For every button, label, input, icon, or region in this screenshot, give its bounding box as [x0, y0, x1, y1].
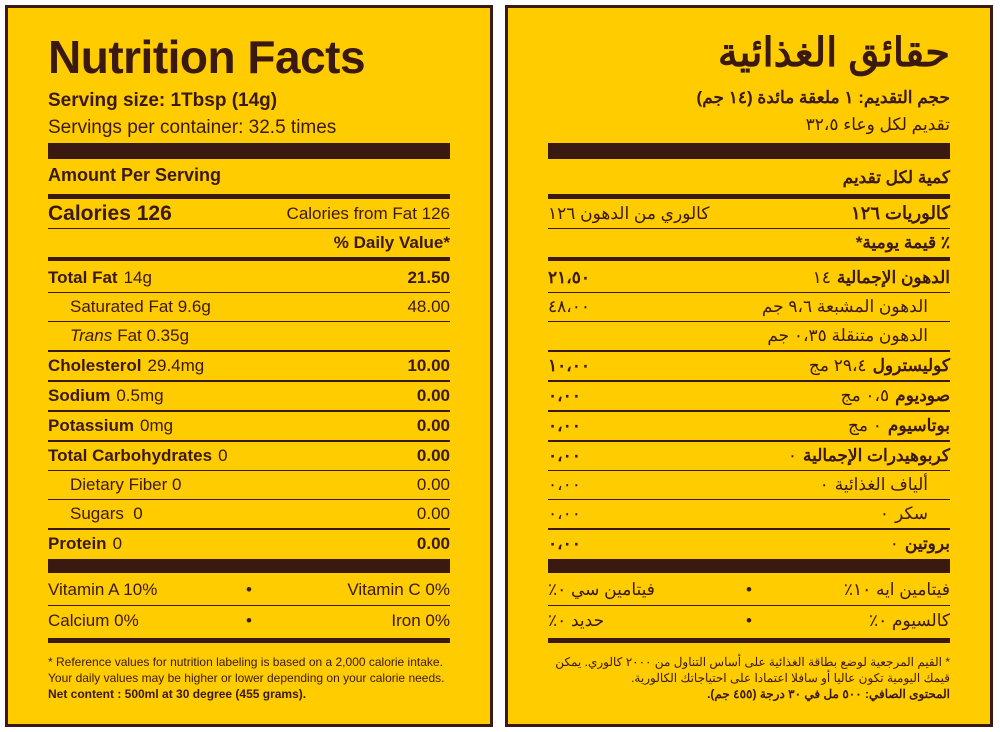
footnote-text: * Reference values for nutrition labeling is based on a 2,000 calorie intake. Your daily values may be higher or lower depending on your calorie needs. [48, 655, 445, 685]
footnote [548, 654, 950, 702]
nutrient-dv: 0.00 [416, 533, 450, 553]
english-nutrition-panel [5, 5, 493, 727]
nutrient-dv: ٠،٠٠ [548, 415, 581, 435]
nutrient-dv: ٢١،٥٠ [548, 267, 591, 287]
nutrient-name: صوديوم [895, 385, 950, 405]
nutrient-name: كوليسترول [872, 355, 950, 375]
nutrient-dv: ٠،٠٠ [548, 445, 581, 465]
nutrient-dv: ١٠،٠٠ [548, 355, 591, 375]
calories-from-fat: Calories from Fat 126 [286, 203, 450, 223]
nutrient-name: Total Fat [48, 267, 118, 287]
nutrient-row-trans-fat [48, 321, 450, 350]
nutrient-amount: ٠ مج [847, 415, 882, 435]
panel-title: حقائق الغذائية [717, 31, 950, 75]
nutrient-name: الدهون متنقلة ٠،٣٥ جم [767, 325, 928, 345]
nutrient-row-sugars [48, 499, 450, 528]
nutrient-amount: 0 [112, 533, 123, 553]
daily-value-header [48, 228, 450, 257]
nutrient-dv: ٠،٠٠ [548, 474, 581, 494]
calories: Calories 126 [48, 201, 172, 225]
nutrient-row-sodium [548, 381, 950, 410]
nutrient-name: Saturated Fat 9.6g [70, 296, 211, 316]
nutrient-name: Protein [48, 533, 107, 553]
nutrient-amount: 0 [218, 445, 228, 465]
nutrient-name: Dietary Fiber 0 [70, 474, 182, 494]
nutrient-dv: 0.00 [416, 474, 450, 494]
calories: كالوريات ١٢٦ [851, 203, 950, 223]
calories-from-fat: كالوري من الدهون ١٢٦ [548, 203, 710, 223]
minerals-row [548, 605, 950, 637]
nutrient-amount: ٠ [787, 445, 797, 465]
nutrient-amount: ٢٩،٤ مج [808, 355, 867, 375]
vitamins-row [48, 574, 450, 606]
thick-divider [548, 143, 950, 159]
nutrient-dv: ٠،٠٠ [548, 503, 581, 523]
medium-divider [548, 257, 950, 261]
nutrient-row-carbohydrates [48, 441, 450, 470]
nutrient-dv: 48.00 [407, 296, 450, 316]
nutrient-dv: 21.50 [407, 267, 450, 287]
thick-divider [548, 559, 950, 573]
nutrient-name: ألياف الغذائية [834, 474, 928, 494]
nutrient-dv: 0.00 [416, 385, 450, 405]
nutrient-row-protein [48, 529, 450, 558]
thick-divider [48, 559, 450, 573]
nutrient-name: الدهون الإجمالية [836, 267, 950, 287]
nutrient-dv: ٤٨،٠٠ [548, 296, 591, 316]
nutrient-name: Sodium [48, 385, 111, 405]
bullet: • [746, 611, 752, 630]
footnote-text: * القيم المرجعية لوضع بطاقة الغذائية على أساس التناول من ٢٠٠٠ كالوري. يمكن قيمك اليومية تكون عاليا أو سافلا اعتمادا على احتياجاتك الكالورية. [555, 655, 950, 685]
nutrient-row-sodium [48, 381, 450, 410]
daily-value-header [548, 228, 950, 257]
nutrient-dv: 0.00 [416, 415, 450, 435]
nutrient-amount: 0mg [139, 415, 174, 435]
nutrient-dv: ٠،٠٠ [548, 385, 581, 405]
vitamin-c: فيتامين سي ٠٪ [548, 580, 655, 599]
nutrient-name: Total Carbohydrates [48, 445, 213, 465]
daily-value-label: % Daily Value* [333, 232, 450, 252]
net-content: المحتوى الصافي: ٥٠٠ مل في ٣٠ درجة (٤٥٥ جم). [707, 687, 950, 701]
serving-size: حجم التقديم: ١ ملعقة مائدة (١٤ جم) [696, 88, 950, 107]
bullet: • [246, 580, 252, 599]
nutrient-name: Cholesterol [48, 355, 142, 375]
nutrient-amount: 29.4mg [147, 355, 205, 375]
servings-per-container: تقديم لكل وعاء ٣٢،٥ [805, 115, 950, 134]
panel-title: Nutrition Facts [48, 31, 366, 83]
nutrient-row-potassium [548, 411, 950, 440]
nutrient-name: كربوهيدرات الإجمالية [802, 445, 950, 465]
amount-per-serving: كمية لكل تقديم [842, 168, 950, 187]
nutrient-name: Sugars 0 [70, 503, 143, 523]
nutrient-amount: ٠ [889, 533, 899, 553]
vitamin-a: فيتامين ايه ١٠٪ [843, 580, 950, 599]
nutrient-dv: 0.00 [416, 445, 450, 465]
nutrient-name: بوتاسيوم [887, 415, 950, 435]
nutrient-dv: ٠،٠٠ [548, 533, 581, 553]
vitamin-c: Vitamin C 0% [347, 580, 450, 599]
minerals-row [48, 605, 450, 637]
nutrient-name: بروتين [904, 533, 950, 553]
nutrient-row-carbohydrates [548, 441, 950, 470]
medium-divider [48, 638, 450, 643]
nutrient-row-saturated-fat [48, 292, 450, 321]
nutrient-amount: 14g [123, 267, 152, 287]
nutrient-row-cholesterol [548, 351, 950, 380]
vitamin-a: Vitamin A 10% [48, 580, 158, 599]
nutrient-row-trans-fat [548, 321, 950, 350]
nutrient-amount: 0.5mg [116, 385, 164, 405]
medium-divider [548, 638, 950, 643]
calcium: Calcium 0% [48, 611, 139, 630]
footnote [48, 654, 450, 702]
nutrient-row-sugars [548, 499, 950, 528]
nutrient-row-cholesterol [48, 351, 450, 380]
calories-row [48, 199, 450, 228]
nutrient-row-saturated-fat [548, 292, 950, 321]
nutrient-amount: ٠ [879, 503, 889, 523]
iron: حديد ٠٪ [548, 611, 605, 630]
nutrient-name: الدهون المشبعة ٩،٦ جم [761, 296, 928, 316]
bullet: • [246, 611, 252, 630]
calcium: كالسيوم ٠٪ [868, 611, 950, 630]
nutrient-row-total-fat [48, 263, 450, 292]
calories-row [548, 199, 950, 228]
vitamins-row [548, 574, 950, 606]
nutrient-dv: 0.00 [416, 503, 450, 523]
nutrient-name: Trans [70, 325, 113, 345]
medium-divider [48, 257, 450, 261]
nutrient-name: Potassium [48, 415, 134, 435]
nutrient-amount: Fat 0.35g [117, 325, 190, 345]
nutrient-row-total-fat [548, 263, 950, 292]
nutrient-row-dietary-fiber [48, 470, 450, 499]
thick-divider [48, 143, 450, 159]
nutrient-amount: ١٤ [812, 267, 831, 287]
nutrient-name: سكر [894, 503, 928, 523]
nutrient-amount: ٠ [819, 474, 829, 494]
nutrient-amount: ٠،٥ مج [840, 385, 890, 405]
servings-per-container: Servings per container: 32.5 times [48, 117, 337, 138]
bullet: • [746, 580, 752, 599]
serving-size: Serving size: 1Tbsp (14g) [48, 90, 278, 111]
amount-per-serving: Amount Per Serving [48, 165, 222, 185]
nutrient-dv: 10.00 [407, 355, 450, 375]
arabic-nutrition-panel [505, 5, 993, 727]
nutrient-row-dietary-fiber [548, 470, 950, 499]
iron: Iron 0% [391, 611, 450, 630]
nutrient-row-potassium [48, 411, 450, 440]
nutrient-row-protein [548, 529, 950, 558]
daily-value-label: ٪ قيمة يومية* [855, 232, 950, 252]
net-content: Net content : 500ml at 30 degree (455 grams). [48, 687, 307, 701]
